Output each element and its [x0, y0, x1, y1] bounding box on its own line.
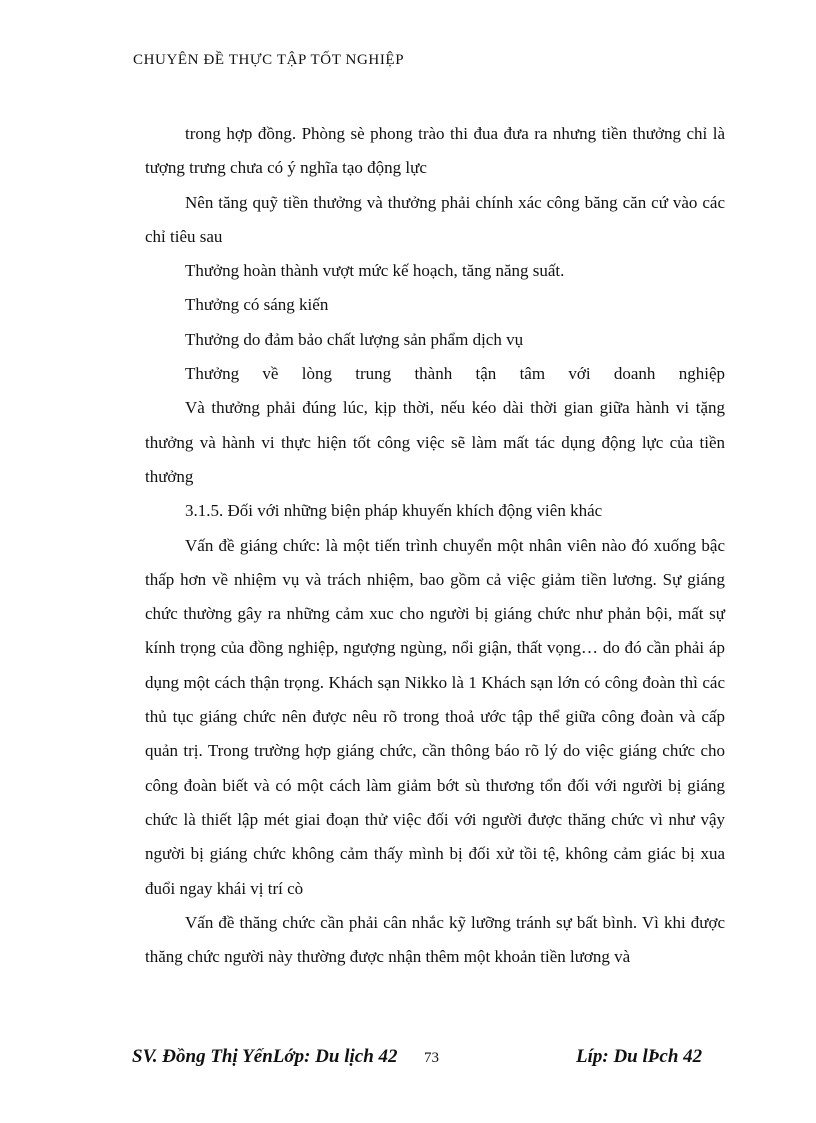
paragraph: trong hợp đồng. Phòng sè phong trào thi đua đưa ra nhưng tiền thưởng chỉ là tượng trưng chưa có ý nghĩa tạo động lực: [145, 124, 725, 178]
section-heading: 3.1.5. Đối với những biện pháp khuyến khích động viên khác: [185, 501, 603, 521]
list-item: Thưởng do đảm bảo chất lượng sản phẩm dịch vụ: [185, 329, 524, 349]
page-number: 73: [424, 1050, 439, 1066]
paragraph: Và thưởng phải đúng lúc, kịp thời, nếu kéo dài thời gian giữa hành vi tặng thưởng và hành vi thực hiện tốt công việc sẽ làm mất tác dụng động lực của tiền thưởng: [145, 398, 725, 486]
document-body: [145, 117, 725, 974]
list-item: Thưởng hoàn thành vượt mức kế hoạch, tăng năng suất.: [185, 261, 565, 281]
paragraph: Vấn đề giáng chức: là một tiến trình chuyển một nhân viên nào đó xuống bậc thấp hơn về nhiệm vụ và trách nhiệm, bao gồm cả việc giảm tiền lương. Sự giáng chức thường gây ra những cảm xuc cho người bị giáng chức như phản bội, mất sự kính trọng của đồng nghiệp, ngượng ngùng, nổi giận, thất vọng… do đó cần phải áp dụng một cách thận trọng. Khách sạn Nikko là 1 Khách sạn lớn có công đoàn thì các thủ tục giáng chức nên được nêu rõ trong thoả ước tập thể giữa công đoàn và cấp quản trị. Trong trường hợp giáng chức, cần thông báo rõ lý do việc giáng chức cho công đoàn biết và có một cách làm giảm bớt sù thương tổn đối với người bị giáng chức là thiết lập mét giai đoạn thử việc đối với người được thăng chức vì như vậy người bị giáng chức không cảm thấy mình bị đối xử tồi tệ, không cảm giác bị xua đuổi ngay khái vị trí cò: [145, 535, 725, 898]
list-item: Thưởng có sáng kiến: [185, 295, 329, 315]
page-footer: [0, 1046, 816, 1076]
paragraph: Nên tăng quỹ tiền thưởng và thưởng phải chính xác công băng căn cứ vào các chỉ tiêu sau: [145, 192, 725, 246]
paragraph: Vấn đề thăng chức cần phải cân nhắc kỹ lưỡng tránh sự bất bình. Vì khi được thăng chức người này thường được nhận thêm một khoản tiền lương và: [145, 912, 725, 967]
page-header: CHUYÊN ĐỀ THỰC TẬP TỐT NGHIỆP: [133, 52, 405, 68]
list-item: Thưởng về lòng trung thành tận tâm với doanh nghiệp: [185, 364, 725, 384]
footer-student: SV. Đồng Thị YếnLớp: Du lịch 42: [132, 1046, 398, 1067]
footer-class: Líp: Du lÞch 42: [576, 1046, 703, 1067]
